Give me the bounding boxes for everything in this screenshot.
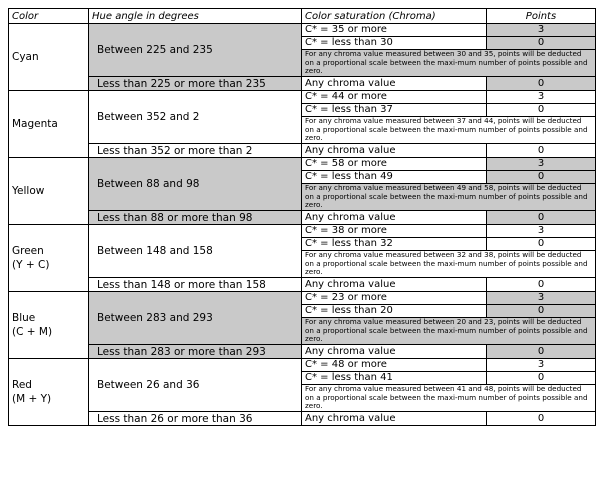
points-any: 0 [487,144,596,158]
chroma-low: C* = less than 49 [302,171,487,184]
hue-range-out: Less than 88 or more than 98 [89,211,302,225]
table-row [9,412,596,426]
points-high: 3 [487,359,596,372]
hue-range-in: Between 88 and 98 [89,158,302,211]
hue-range-in: Between 26 and 36 [89,359,302,412]
chroma-any: Any chroma value [302,77,487,91]
chroma-high: C* = 35 or more [302,24,487,37]
deduction-note: For any chroma value measured between 49 and 58, points will be deducted on a proportional scale between the maxi-mum number of points possible and zero. [302,184,596,211]
chroma-any: Any chroma value [302,345,487,359]
deduction-note: For any chroma value measured between 41 and 48, points will be deducted on a proportional scale between the maxi-mum number of points possible and zero. [302,385,596,412]
deduction-note: For any chroma value measured between 37 and 44, points will be deducted on a proportional scale between the maxi-mum number of points possible and zero. [302,117,596,144]
table-row [9,278,596,292]
header-saturation: Color saturation (Chroma) [302,9,487,24]
points-low: 0 [487,305,596,318]
chroma-any: Any chroma value [302,211,487,225]
table-row [9,345,596,359]
table-row [9,211,596,225]
points-high: 3 [487,292,596,305]
points-high: 3 [487,24,596,37]
color-name: Blue (C + M) [9,292,89,359]
table-row [9,225,596,238]
table-row [9,91,596,104]
table-row [9,158,596,171]
hue-range-in: Between 148 and 158 [89,225,302,278]
points-any: 0 [487,345,596,359]
chroma-low: C* = less than 41 [302,372,487,385]
header-color: Color [9,9,89,24]
points-low: 0 [487,372,596,385]
table-row [9,359,596,372]
hue-range-out: Less than 26 or more than 36 [89,412,302,426]
points-high: 3 [487,158,596,171]
table-row [9,144,596,158]
chroma-low: C* = less than 30 [302,37,487,50]
table-row [9,77,596,91]
color-name: Green (Y + C) [9,225,89,292]
chroma-high: C* = 23 or more [302,292,487,305]
points-low: 0 [487,171,596,184]
header-hue: Hue angle in degrees [89,9,302,24]
points-high: 3 [487,225,596,238]
deduction-note: For any chroma value measured between 20 and 23, points will be deducted on a proportional scale between the maxi-mum number of points possible and zero. [302,318,596,345]
chroma-high: C* = 38 or more [302,225,487,238]
hue-range-out: Less than 148 or more than 158 [89,278,302,292]
chroma-any: Any chroma value [302,278,487,292]
chroma-high: C* = 58 or more [302,158,487,171]
chroma-any: Any chroma value [302,144,487,158]
color-name: Yellow [9,158,89,225]
points-any: 0 [487,412,596,426]
points-low: 0 [487,104,596,117]
header-points: Points [487,9,596,24]
table-row [9,24,596,37]
table-row [9,292,596,305]
chroma-high: C* = 44 or more [302,91,487,104]
color-name: Cyan [9,24,89,91]
points-any: 0 [487,211,596,225]
points-low: 0 [487,238,596,251]
points-any: 0 [487,77,596,91]
chroma-low: C* = less than 20 [302,305,487,318]
chroma-low: C* = less than 37 [302,104,487,117]
deduction-note: For any chroma value measured between 30 and 35, points will be deducted on a proportional scale between the maxi-mum number of points possible and zero. [302,50,596,77]
points-high: 3 [487,91,596,104]
points-low: 0 [487,37,596,50]
chroma-high: C* = 48 or more [302,359,487,372]
color-name: Magenta [9,91,89,158]
header-row [9,9,596,24]
deduction-note: For any chroma value measured between 32 and 38, points will be deducted on a proportional scale between the maxi-mum number of points possible and zero. [302,251,596,278]
hue-range-out: Less than 352 or more than 2 [89,144,302,158]
points-any: 0 [487,278,596,292]
hue-range-out: Less than 283 or more than 293 [89,345,302,359]
hue-range-in: Between 225 and 235 [89,24,302,77]
hue-range-in: Between 283 and 293 [89,292,302,345]
scoring-table [8,8,596,426]
hue-range-out: Less than 225 or more than 235 [89,77,302,91]
chroma-low: C* = less than 32 [302,238,487,251]
hue-range-in: Between 352 and 2 [89,91,302,144]
chroma-any: Any chroma value [302,412,487,426]
color-name: Red (M + Y) [9,359,89,426]
